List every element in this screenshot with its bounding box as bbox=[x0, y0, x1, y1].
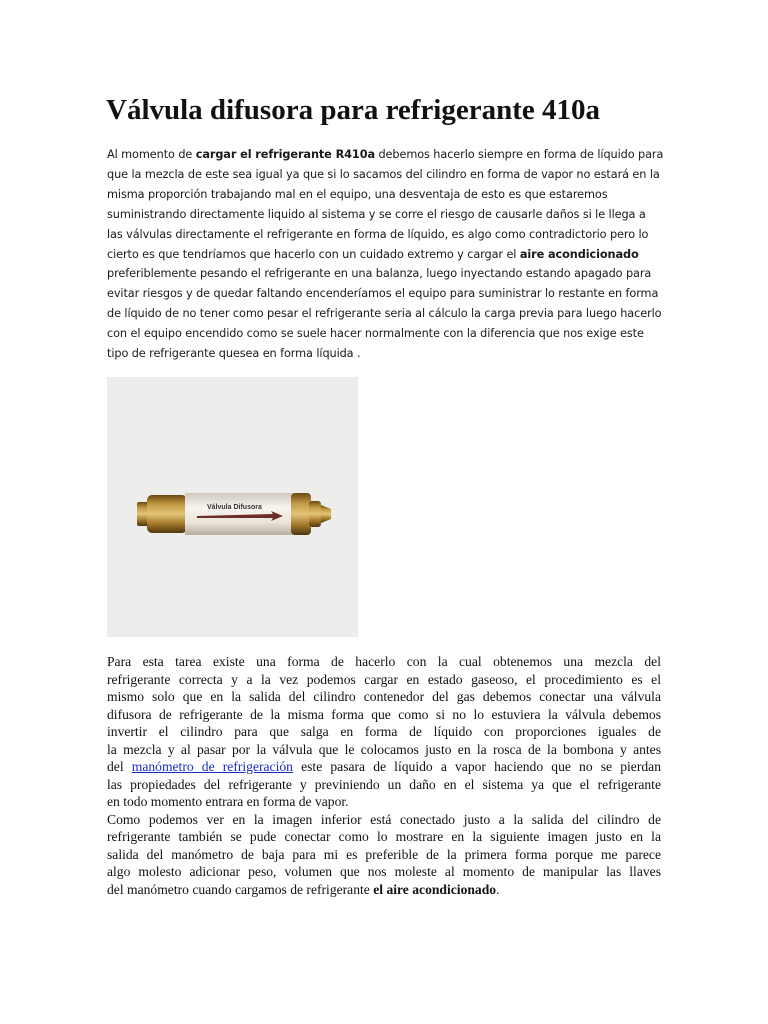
text-line: en todo momento entrara en forma de vapor. bbox=[107, 794, 349, 809]
text-line: algo molesto adicionar peso, volumen que nos moleste al momento de manipular las llaves bbox=[107, 864, 661, 879]
intro-paragraph bbox=[107, 145, 665, 364]
text-run: debemos hacerlo siempre en forma de líquido para bbox=[374, 148, 664, 161]
text-run: Al momento de bbox=[107, 148, 196, 161]
text-line: las propiedades del refrigerante y previniendo un daño en el sistema ya que el refrigerante bbox=[107, 776, 661, 792]
text-line: tipo de refrigerante quesea en forma líquida . bbox=[107, 347, 361, 361]
body-paragraph bbox=[107, 653, 661, 898]
manometro-link[interactable]: manómetro de refrigeración bbox=[131, 759, 293, 774]
valve-photo bbox=[107, 377, 358, 637]
text-run: . bbox=[496, 881, 500, 897]
text-line bbox=[107, 245, 665, 265]
text-run: cierto es que tendríamos que hacerlo con un cuidado extremo y cargar el bbox=[107, 247, 520, 261]
text-line: de líquido de no tener como pesar el refrigerante seria al cálculo la carga previa para luego hacerlo bbox=[107, 307, 662, 321]
text-line: que la mezcla de este sea igual ya que si lo sacamos del cilindro en forma de vapor no estará en la bbox=[107, 167, 660, 181]
text-line: refrigerante correcta y a la vez podemos cargar en estado gaseoso, el procedimiento es el bbox=[107, 671, 661, 687]
valve-label-text: Válvula Difusora bbox=[207, 504, 262, 511]
text-line: la mezcla y al pasar por la válvula que le colocamos justo en la rosca de la bombona y antes bbox=[107, 741, 661, 757]
text-line: suministrando directamente liquido al sistema y se corre el riesgo de causarle daños si le llega a bbox=[107, 207, 646, 221]
text-line: con el equipo encendido como se suele hacer normalmente con la diferencia que nos exige este bbox=[107, 327, 644, 341]
text-line: Como podemos ver en la imagen inferior está conectado justo a la salida del cilindro de bbox=[107, 811, 661, 827]
text-line: preferiblemente pesando el refrigerante en una balanza, luego inyectando estando apagado para bbox=[107, 267, 652, 281]
text-line bbox=[107, 145, 665, 165]
page-title: Válvula difusora para refrigerante 410a bbox=[106, 94, 601, 126]
text-line: misma proporción trabajando mal en el equipo, una desventaja de esto es que estaremos bbox=[107, 187, 608, 201]
text-line: salida del manómetro de baja para mi es preferible de la primera forma porque me parece bbox=[107, 846, 661, 862]
text-run: del bbox=[107, 759, 132, 774]
bold-text: cargar el refrigerante R410a bbox=[195, 148, 375, 161]
text-line bbox=[107, 758, 661, 776]
text-line: difusora de refrigerante de la misma forma que como si no lo estuviera la válvula debemos bbox=[107, 706, 661, 722]
bold-text: el aire acondicionado bbox=[373, 881, 497, 897]
bold-text: aire acondicionado bbox=[519, 247, 639, 261]
valve-illustration bbox=[107, 377, 358, 637]
text-line: mismo solo que en la salida del cilindro contenedor del gas debemos conectar una válvula bbox=[107, 689, 661, 704]
text-line: evitar riesgos y de quedar faltando encenderíamos el equipo para suministrar lo restante en forma bbox=[107, 287, 659, 301]
text-run: este pasara de líquido a vapor haciendo que no se pierdan bbox=[292, 759, 661, 774]
text-line: refrigerante también se pude conectar como lo mostrare en la siguiente imagen justo en la bbox=[107, 829, 661, 844]
text-line: Para esta tarea existe una forma de hacerlo con la cual obtenemos una mezcla del bbox=[107, 654, 661, 669]
text-line: invertir el cilindro para que salga en forma de líquido con proporciones iguales de bbox=[107, 724, 661, 739]
text-line bbox=[107, 881, 661, 899]
text-run: del manómetro cuando cargamos de refrigerante bbox=[107, 881, 374, 897]
text-line: las válvulas directamente el refrigerante en forma de líquido, es algo como contradictorio pero lo bbox=[107, 227, 649, 241]
